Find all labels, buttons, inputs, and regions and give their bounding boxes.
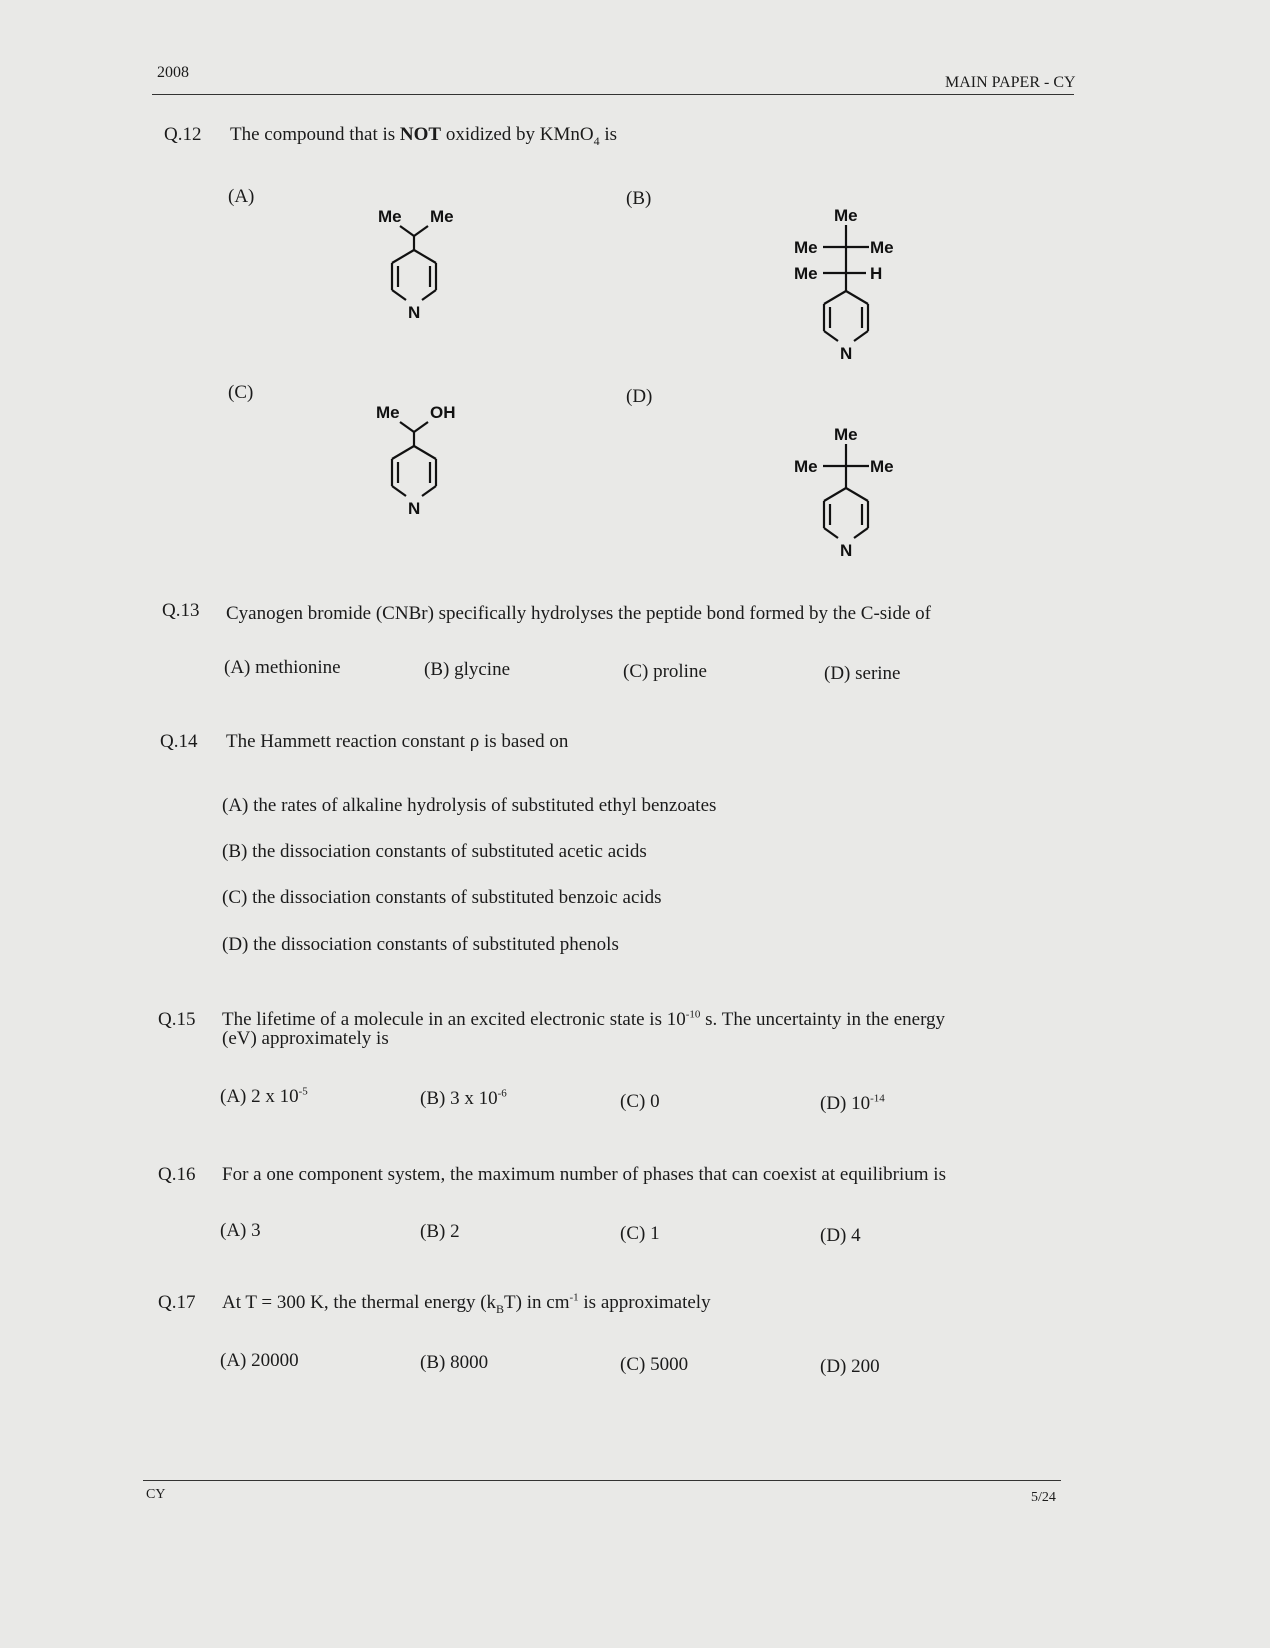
q12-option-d-structure	[790, 424, 910, 564]
q12-d-me-left: Me	[794, 457, 818, 476]
q12-option-d-label: (D)	[626, 386, 653, 407]
q12-a-ring-n: N	[408, 303, 421, 322]
q12-b-me-r1-left: Me	[794, 238, 818, 257]
q12-d-ring-n: N	[840, 541, 853, 560]
q15-text-line2: (eV) approximately is	[222, 1028, 389, 1049]
q12-option-b-label: (B)	[626, 188, 652, 209]
q12-a-me-left: Me	[378, 207, 402, 226]
q12-a-me-right: Me	[430, 207, 454, 226]
q16-number: Q.16	[158, 1164, 196, 1185]
q15-option-c[interactable]: (C) 0	[620, 1091, 660, 1112]
q16-text: For a one component system, the maximum number of phases that can coexist at equilibrium is	[222, 1164, 946, 1185]
q13-option-b[interactable]: (B) glycine	[424, 659, 511, 680]
q14-option-d[interactable]: (D) the dissociation constants of substituted phenols	[222, 934, 619, 955]
q15-option-b[interactable]: (B) 3 x $10^{-6}$	[420, 1087, 507, 1109]
q12-c-oh: OH	[430, 403, 456, 422]
q14-option-b[interactable]: (B) the dissociation constants of substituted acetic acids	[222, 841, 647, 862]
q17-number: Q.17	[158, 1292, 196, 1313]
q13-option-a[interactable]: (A) methionine	[224, 657, 341, 678]
q12-d-me-right: Me	[870, 457, 894, 476]
q12-option-b-structure	[790, 205, 910, 365]
q15-number: Q.15	[158, 1009, 196, 1030]
q12-option-c-structure	[368, 396, 478, 526]
q12-c-me: Me	[376, 403, 400, 422]
q12-d-me-top: Me	[834, 425, 858, 444]
header-rule	[152, 94, 1074, 95]
q16-option-a[interactable]: (A) 3	[220, 1220, 261, 1241]
q14-text: The Hammett reaction constant ρ is based on	[226, 731, 569, 752]
header-year: 2008	[157, 64, 189, 81]
q14-option-a[interactable]: (A) the rates of alkaline hydrolysis of substituted ethyl benzoates	[222, 795, 717, 816]
q14-number: Q.14	[160, 731, 198, 752]
q12-option-c-label: (C)	[228, 382, 254, 403]
q15-option-d[interactable]: (D) $10^{-14}$	[820, 1092, 885, 1114]
q15-option-a[interactable]: (A) 2 x $10^{-5}$	[220, 1085, 308, 1107]
q12-option-a-structure	[368, 200, 478, 330]
q16-option-b[interactable]: (B) 2	[420, 1221, 460, 1242]
q13-text: Cyanogen bromide (CNBr) specifically hydrolyses the peptide bond formed by the C-side of	[226, 603, 931, 624]
q13-option-d[interactable]: (D) serine	[824, 663, 901, 684]
q12-b-me-r1-right: Me	[870, 238, 894, 257]
q12-text: The compound that is NOT oxidized by KMnO$_4$ is	[230, 124, 618, 148]
footer-rule	[143, 1480, 1061, 1481]
q16-option-c[interactable]: (C) 1	[620, 1223, 660, 1244]
q13-option-c[interactable]: (C) proline	[623, 661, 707, 682]
q17-option-d[interactable]: (D) 200	[820, 1356, 880, 1377]
q12-b-me-top: Me	[834, 206, 858, 225]
q17-option-a[interactable]: (A) 20000	[220, 1350, 299, 1371]
q16-option-d[interactable]: (D) 4	[820, 1225, 861, 1246]
footer-code: CY	[146, 1487, 166, 1502]
q15-text-line1: The lifetime of a molecule in an excited electronic state is $10^{-10}$ s. The uncertainty in the energy	[222, 1008, 946, 1030]
q12-b-h-r2-right: H	[870, 264, 883, 283]
q12-number: Q.12	[164, 124, 202, 145]
q12-b-ring-n: N	[840, 344, 853, 363]
q17-text: At T = 300 K, the thermal energy $(k_BT)$ in $cm^{-1}$ is approximately	[222, 1291, 711, 1316]
q12-option-a-label: (A)	[228, 186, 255, 207]
q13-number: Q.13	[162, 600, 200, 621]
q12-c-ring-n: N	[408, 499, 421, 518]
q12-b-me-r2-left: Me	[794, 264, 818, 283]
q17-option-c[interactable]: (C) 5000	[620, 1354, 689, 1375]
q14-option-c[interactable]: (C) the dissociation constants of substituted benzoic acids	[222, 887, 662, 908]
header-paper: MAIN PAPER - CY	[945, 74, 1076, 91]
footer-page: 5/24	[1031, 1490, 1056, 1505]
q17-option-b[interactable]: (B) 8000	[420, 1352, 489, 1373]
